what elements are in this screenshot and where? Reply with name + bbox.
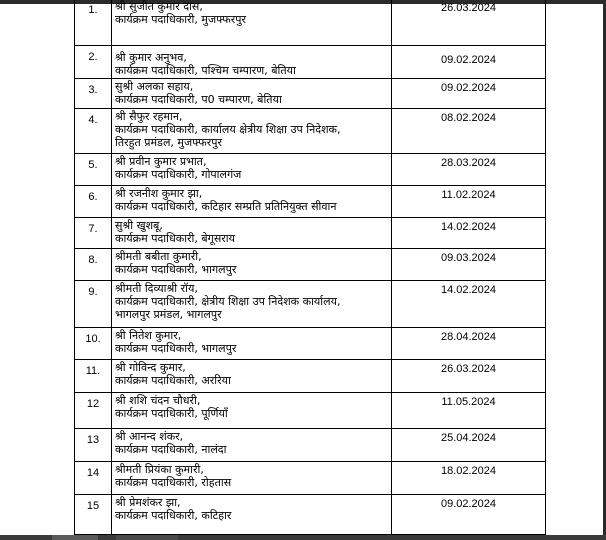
officer-name: श्री रजनीश कुमार झा, — [115, 187, 203, 200]
table-row — [75, 218, 546, 249]
officer-designation: कार्यक्रम पदाधिकारी, पश्चिम चम्पारण, बेतिया — [115, 64, 296, 77]
name-designation-cell — [112, 0, 392, 46]
serial-number-cell: 3. — [75, 79, 112, 109]
officer-name: श्रीमती दिव्याश्री रॉय, — [115, 282, 198, 295]
table-row — [75, 328, 546, 360]
name-designation-cell — [112, 495, 392, 535]
date-cell: 08.02.2024 — [392, 109, 546, 154]
officer-designation: कार्यक्रम पदाधिकारी, कार्यालय क्षेत्रीय शिक्षा उप निदेशक, — [115, 123, 341, 136]
serial-number-cell: 4. — [75, 109, 112, 154]
date-cell: 26.03.2024 — [392, 360, 546, 393]
serial-number-cell: 9. — [75, 281, 112, 328]
date-cell: 25.04.2024 — [392, 429, 546, 462]
serial-number-cell: 11. — [75, 360, 112, 393]
officer-name: सुश्री खुशबू, — [115, 219, 163, 232]
name-designation-cell — [112, 360, 392, 393]
viewer-bottom-segment — [52, 535, 98, 540]
serial-number-cell: 7. — [75, 218, 112, 249]
date-cell: 26.03.2024 — [392, 0, 546, 46]
viewer-bottom-bar — [0, 535, 606, 540]
officer-designation: कार्यक्रम पदाधिकारी, रोहतास — [115, 476, 232, 489]
officer-name: श्री सैफुर रहमान, — [115, 110, 183, 123]
table-row — [75, 462, 546, 495]
officer-designation: कार्यक्रम पदाधिकारी, गोपालगंज — [115, 168, 242, 181]
table-row — [75, 154, 546, 186]
officer-designation: कार्यक्रम पदाधिकारी, नालंदा — [115, 443, 227, 456]
table-row — [75, 393, 546, 429]
table-row — [75, 46, 546, 79]
serial-number-cell: 2. — [75, 46, 112, 79]
officer-designation: कार्यक्रम पदाधिकारी, भागलपुर — [115, 342, 237, 355]
table-row — [75, 249, 546, 281]
date-cell: 28.03.2024 — [392, 154, 546, 186]
serial-number-cell: 6. — [75, 186, 112, 218]
serial-number-cell: 10. — [75, 328, 112, 360]
name-designation-cell — [112, 462, 392, 495]
officer-designation: कार्यक्रम पदाधिकारी, मुजफ्फरपुर — [115, 13, 246, 26]
officer-name: श्री कुमार अनुभव, — [115, 51, 187, 64]
table-row — [75, 281, 546, 328]
date-cell: 09.02.2024 — [392, 79, 546, 109]
officer-designation: कार्यक्रम पदाधिकारी, कटिहार सम्प्रति प्रतिनियुक्त सीवान — [115, 200, 337, 213]
officer-name: श्री आनन्द शंकर, — [115, 430, 184, 443]
table-row — [75, 495, 546, 535]
officer-name: सुश्री अलका सहाय, — [115, 80, 194, 93]
date-cell: 11.05.2024 — [392, 393, 546, 429]
name-designation-cell — [112, 79, 392, 109]
name-designation-cell — [112, 328, 392, 360]
table-row — [75, 0, 546, 46]
serial-number-cell: 14 — [75, 462, 112, 495]
officer-designation: कार्यक्रम पदाधिकारी, प0 चम्पारण, बेतिया — [115, 93, 282, 106]
serial-number-cell: 12 — [75, 393, 112, 429]
table-row — [75, 109, 546, 154]
serial-number-cell: 8. — [75, 249, 112, 281]
table-row — [75, 186, 546, 218]
date-cell: 14.02.2024 — [392, 218, 546, 249]
date-cell: 28.04.2024 — [392, 328, 546, 360]
officer-designation: कार्यक्रम पदाधिकारी, बेगूसराय — [115, 232, 236, 245]
serial-number-cell: 15 — [75, 495, 112, 535]
name-designation-cell — [112, 249, 392, 281]
officer-designation: कार्यक्रम पदाधिकारी, पूर्णियाँ — [115, 407, 228, 420]
name-designation-cell — [112, 154, 392, 186]
table-row — [75, 360, 546, 393]
officer-name: श्रीमती प्रियंका कुमारी, — [115, 463, 204, 476]
officer-office: भागलपुर प्रमंडल, भागलपुर — [115, 308, 222, 321]
officer-name: श्री गोविन्द कुमार, — [115, 361, 186, 374]
officer-name: श्रीमती बबीता कुमारी, — [115, 250, 202, 263]
name-designation-cell — [112, 218, 392, 249]
date-cell: 09.03.2024 — [392, 249, 546, 281]
table-row — [75, 429, 546, 462]
name-designation-cell — [112, 186, 392, 218]
date-cell: 14.02.2024 — [392, 281, 546, 328]
serial-number-cell: 1. — [75, 0, 112, 46]
officer-name: श्री प्रवीन कुमार प्रभात, — [115, 155, 207, 168]
officer-designation: कार्यक्रम पदाधिकारी, कटिहार — [115, 509, 232, 522]
date-cell: 18.02.2024 — [392, 462, 546, 495]
officer-name: श्री शशि चंदन चौधरी, — [115, 394, 201, 407]
officer-office: तिरहुत प्रमंडल, मुजफ्फरपुर — [115, 136, 222, 149]
officer-designation: कार्यक्रम पदाधिकारी, अररिया — [115, 374, 231, 387]
name-designation-cell — [112, 429, 392, 462]
name-designation-cell — [112, 393, 392, 429]
viewer-bottom-segment — [116, 535, 178, 540]
officer-name: श्री प्रेमशंकर झा, — [115, 496, 181, 509]
name-designation-cell — [112, 281, 392, 328]
officer-list-table — [74, 0, 546, 535]
name-designation-cell — [112, 109, 392, 154]
date-cell: 09.02.2024 — [392, 495, 546, 535]
officer-designation: कार्यक्रम पदाधिकारी, भागलपुर — [115, 263, 237, 276]
officer-designation: कार्यक्रम पदाधिकारी, क्षेत्रीय शिक्षा उप निदेशक कार्यालय, — [115, 295, 341, 308]
date-cell: 09.02.2024 — [392, 46, 546, 79]
officer-name: श्री सुजीत कुमार दास, — [115, 0, 203, 13]
serial-number-cell: 13 — [75, 429, 112, 462]
table-row — [75, 79, 546, 109]
name-designation-cell — [112, 46, 392, 79]
officer-name: श्री नितेश कुमार, — [115, 329, 182, 342]
date-cell: 11.02.2024 — [392, 186, 546, 218]
serial-number-cell: 5. — [75, 154, 112, 186]
